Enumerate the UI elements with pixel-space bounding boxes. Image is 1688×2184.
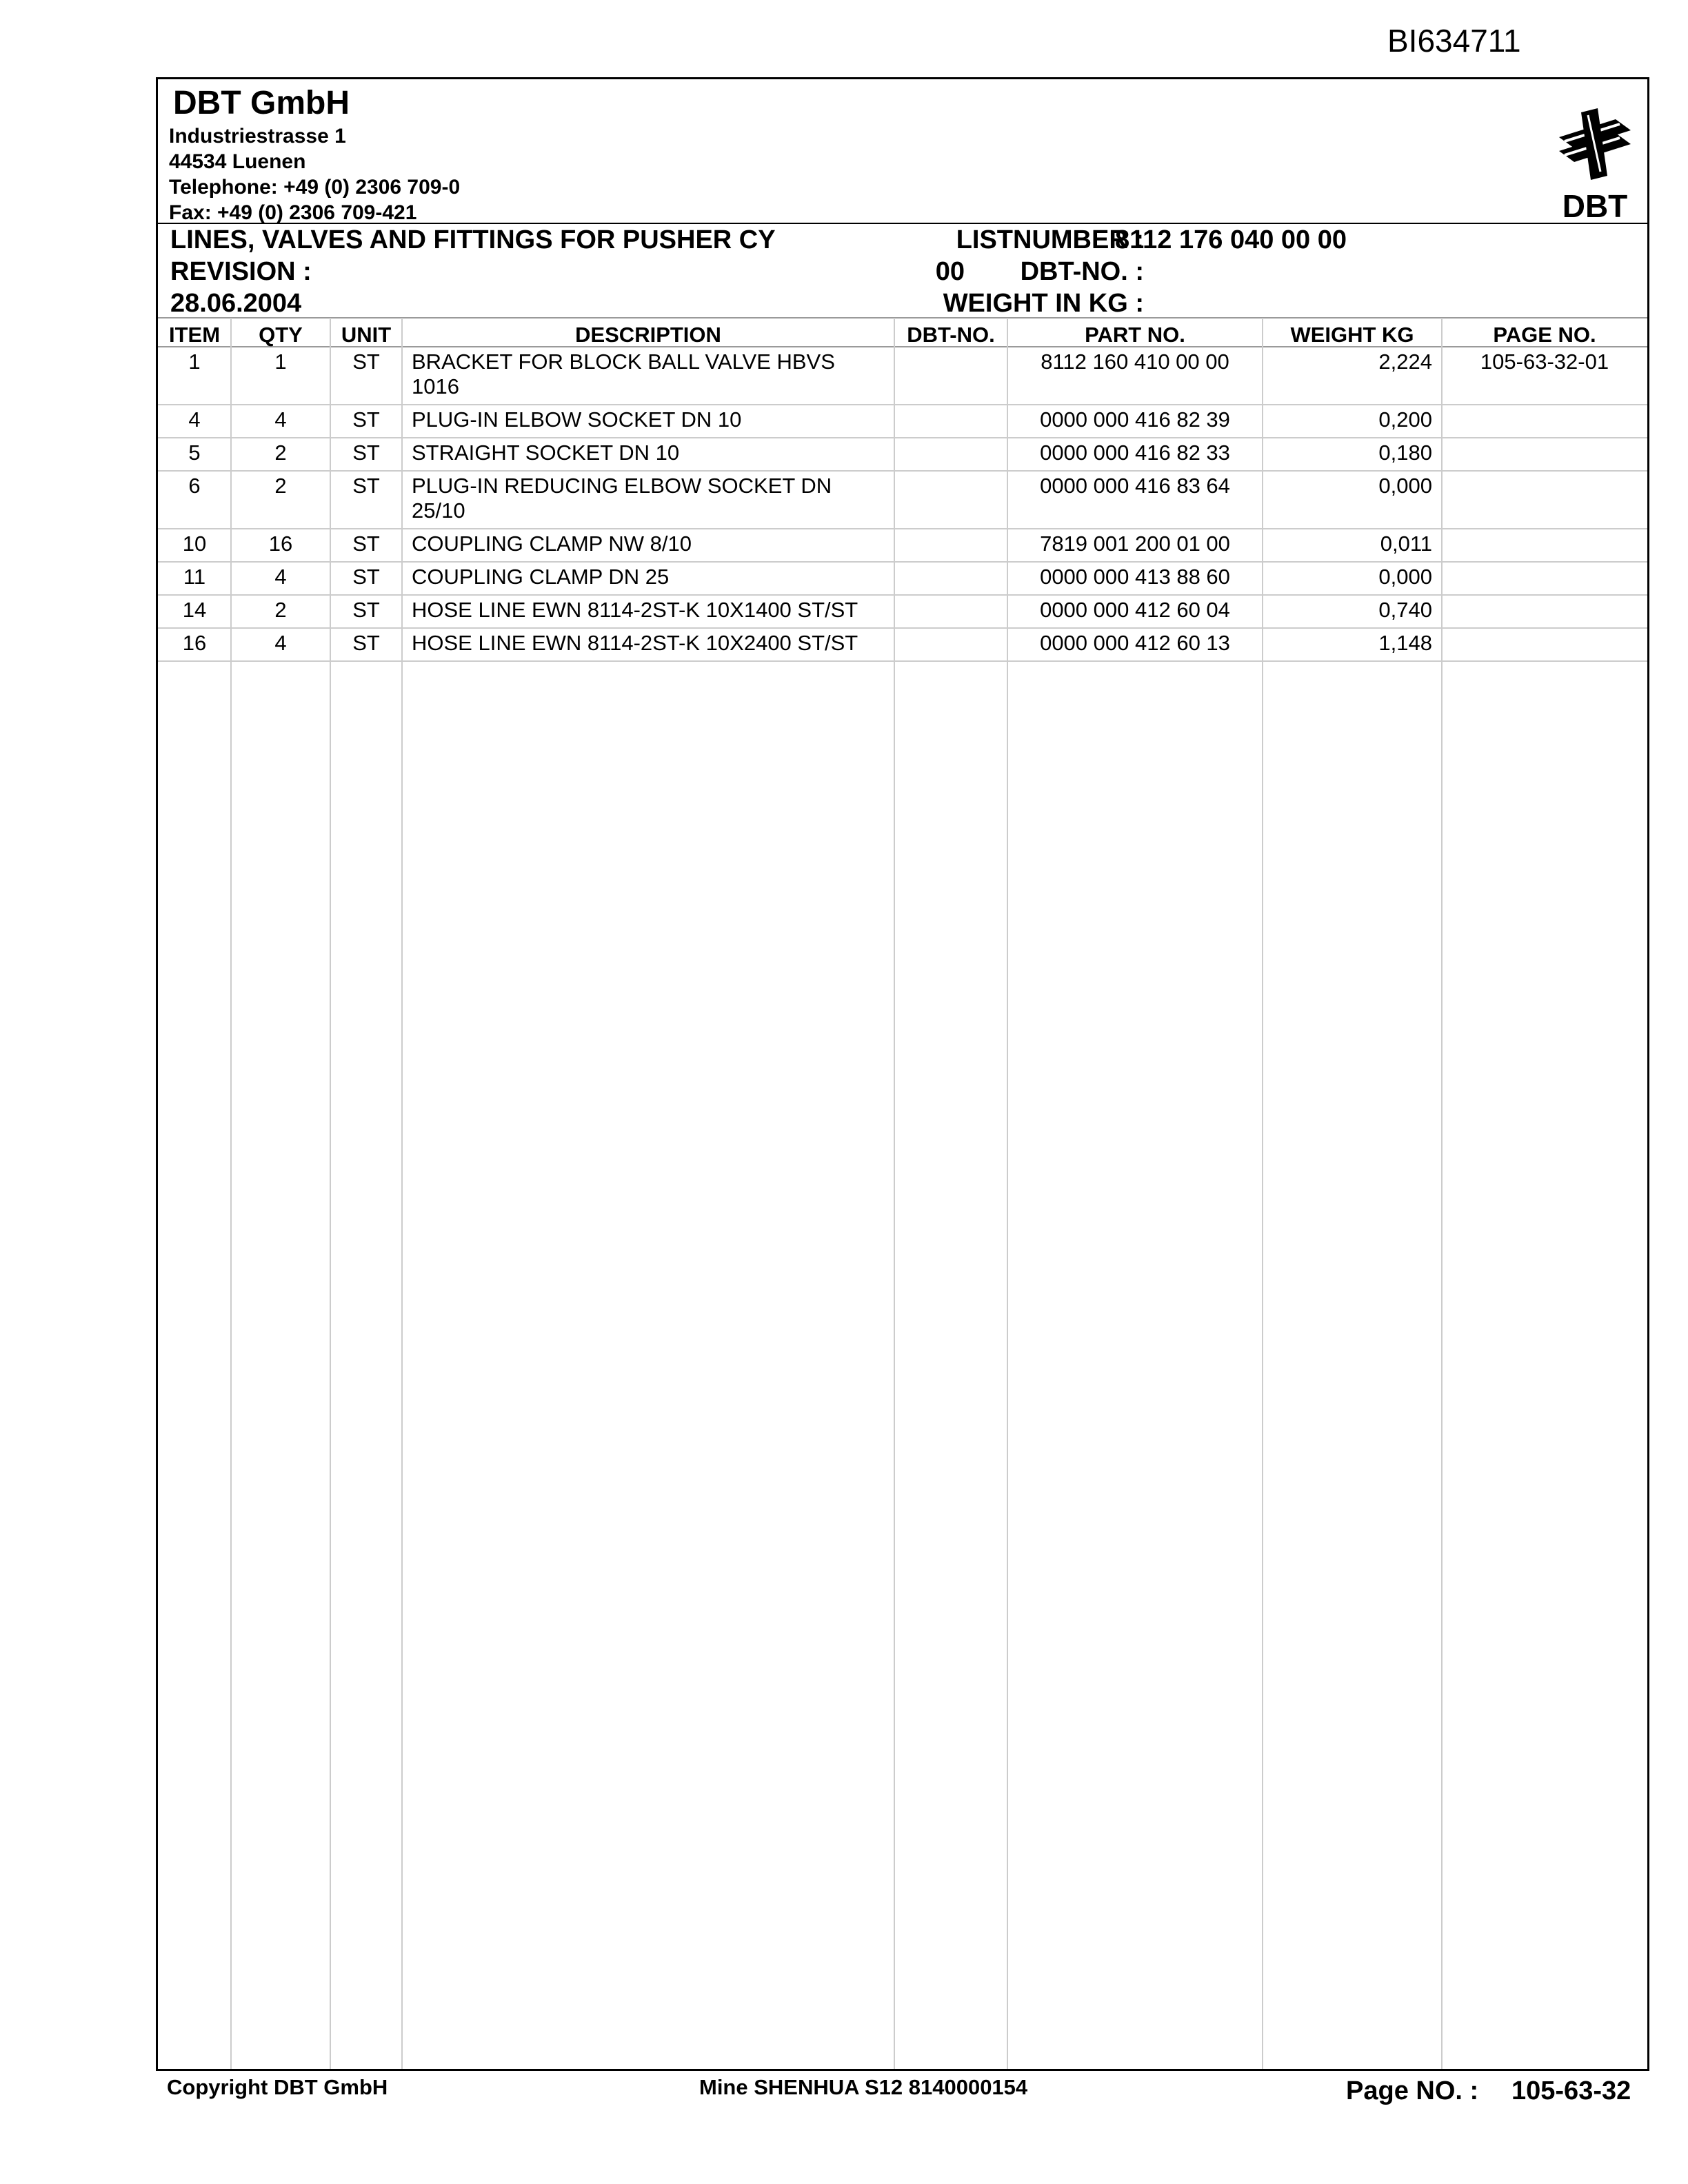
- weight-label: WEIGHT IN KG :: [943, 289, 1144, 318]
- cell-qty: 2: [274, 598, 287, 622]
- parts-list-frame: [156, 77, 1649, 2071]
- cell-description-line: HOSE LINE EWN 8114-2ST-K 10X2400 ST/ST: [412, 631, 858, 655]
- dbt-no-label: DBT-NO. :: [1020, 257, 1144, 286]
- document-id: BI634711: [1387, 23, 1521, 59]
- page-number-label: Page NO. :: [1346, 2076, 1479, 2105]
- cell-qty: 2: [274, 474, 287, 498]
- cell-weight: 0,180: [1378, 441, 1432, 465]
- cell-part-no: 0000 000 416 83 64: [1040, 474, 1230, 498]
- cell-part-no: 7819 001 200 01 00: [1040, 532, 1230, 556]
- cell-part-no: 0000 000 412 60 04: [1040, 598, 1230, 622]
- cell-description-line: 1016: [412, 374, 459, 398]
- table-grid: [158, 79, 1647, 2069]
- cell-description-line: 25/10: [412, 498, 465, 523]
- cell-qty: 2: [274, 441, 287, 465]
- listnumber-value: 8112 176 040 00 00: [1115, 225, 1347, 254]
- cell-item: 16: [182, 631, 207, 655]
- cell-weight: 1,148: [1378, 631, 1432, 655]
- cell-unit: ST: [352, 631, 380, 655]
- cell-qty: 4: [274, 565, 287, 589]
- cell-description-line: STRAIGHT SOCKET DN 10: [412, 441, 680, 465]
- cell-part-no: 0000 000 413 88 60: [1040, 565, 1230, 589]
- cell-part-no: 0000 000 412 60 13: [1040, 631, 1230, 655]
- cell-qty: 16: [268, 532, 293, 556]
- mine-reference: Mine SHENHUA S12 8140000154: [699, 2075, 1028, 2099]
- cell-description-line: BRACKET FOR BLOCK BALL VALVE HBVS: [412, 350, 835, 374]
- col-header-part-no: PART NO.: [1085, 323, 1185, 347]
- revision-label: REVISION :: [170, 257, 312, 286]
- page-number-value: 105-63-32: [1511, 2076, 1631, 2105]
- cell-weight: 0,000: [1378, 474, 1432, 498]
- listnumber-label: LISTNUMBER :: [956, 225, 1144, 254]
- cell-unit: ST: [352, 474, 380, 498]
- cell-unit: ST: [352, 565, 380, 589]
- company-fax: Fax: +49 (0) 2306 709-421: [169, 201, 417, 224]
- company-city: 44534 Luenen: [169, 150, 306, 173]
- cell-part-no: 8112 160 410 00 00: [1041, 350, 1229, 374]
- col-header-qty: QTY: [259, 323, 303, 347]
- company-street: Industriestrasse 1: [169, 125, 346, 148]
- cell-description-line: COUPLING CLAMP NW 8/10: [412, 532, 692, 556]
- cell-description-line: COUPLING CLAMP DN 25: [412, 565, 670, 589]
- cell-item: 14: [182, 598, 207, 622]
- col-header-description: DESCRIPTION: [575, 323, 721, 347]
- cell-qty: 4: [274, 407, 287, 432]
- col-header-page-no: PAGE NO.: [1493, 323, 1596, 347]
- cell-unit: ST: [352, 532, 380, 556]
- cell-weight: 0,000: [1378, 565, 1432, 589]
- list-date: 28.06.2004: [170, 289, 302, 318]
- cell-page-no: 105-63-32-01: [1480, 350, 1609, 374]
- cell-weight: 0,011: [1380, 532, 1432, 556]
- svg-text:DBT: DBT: [1562, 188, 1628, 224]
- cell-description-line: PLUG-IN ELBOW SOCKET DN 10: [412, 407, 742, 432]
- cell-item: 1: [188, 350, 201, 374]
- col-header-unit: UNIT: [341, 323, 392, 347]
- cell-item: 4: [188, 407, 201, 432]
- cell-unit: ST: [352, 407, 380, 432]
- cell-qty: 4: [274, 631, 287, 655]
- copyright-notice: Copyright DBT GmbH: [167, 2075, 388, 2099]
- revision-value: 00: [935, 257, 965, 286]
- cell-item: 5: [188, 441, 201, 465]
- cell-item: 10: [182, 532, 207, 556]
- cell-qty: 1: [274, 350, 287, 374]
- cell-unit: ST: [352, 350, 380, 374]
- cell-weight: 0,740: [1378, 598, 1432, 622]
- company-name: DBT GmbH: [173, 85, 350, 121]
- cell-weight: 2,224: [1378, 350, 1432, 374]
- cell-item: 11: [183, 565, 206, 589]
- cell-unit: ST: [352, 598, 380, 622]
- cell-item: 6: [188, 474, 201, 498]
- cell-unit: ST: [352, 441, 380, 465]
- cell-description-line: PLUG-IN REDUCING ELBOW SOCKET DN: [412, 474, 832, 498]
- col-header-dbt-no: DBT-NO.: [907, 323, 995, 347]
- cell-part-no: 0000 000 416 82 39: [1040, 407, 1230, 432]
- cell-weight: 0,200: [1378, 407, 1432, 432]
- list-title: LINES, VALVES AND FITTINGS FOR PUSHER CY: [170, 225, 776, 254]
- cell-description-line: HOSE LINE EWN 8114-2ST-K 10X1400 ST/ST: [412, 598, 858, 622]
- company-telephone: Telephone: +49 (0) 2306 709-0: [169, 176, 461, 199]
- col-header-weight: WEIGHT KG: [1290, 323, 1414, 347]
- cell-part-no: 0000 000 416 82 33: [1040, 441, 1230, 465]
- col-header-item: ITEM: [168, 323, 221, 347]
